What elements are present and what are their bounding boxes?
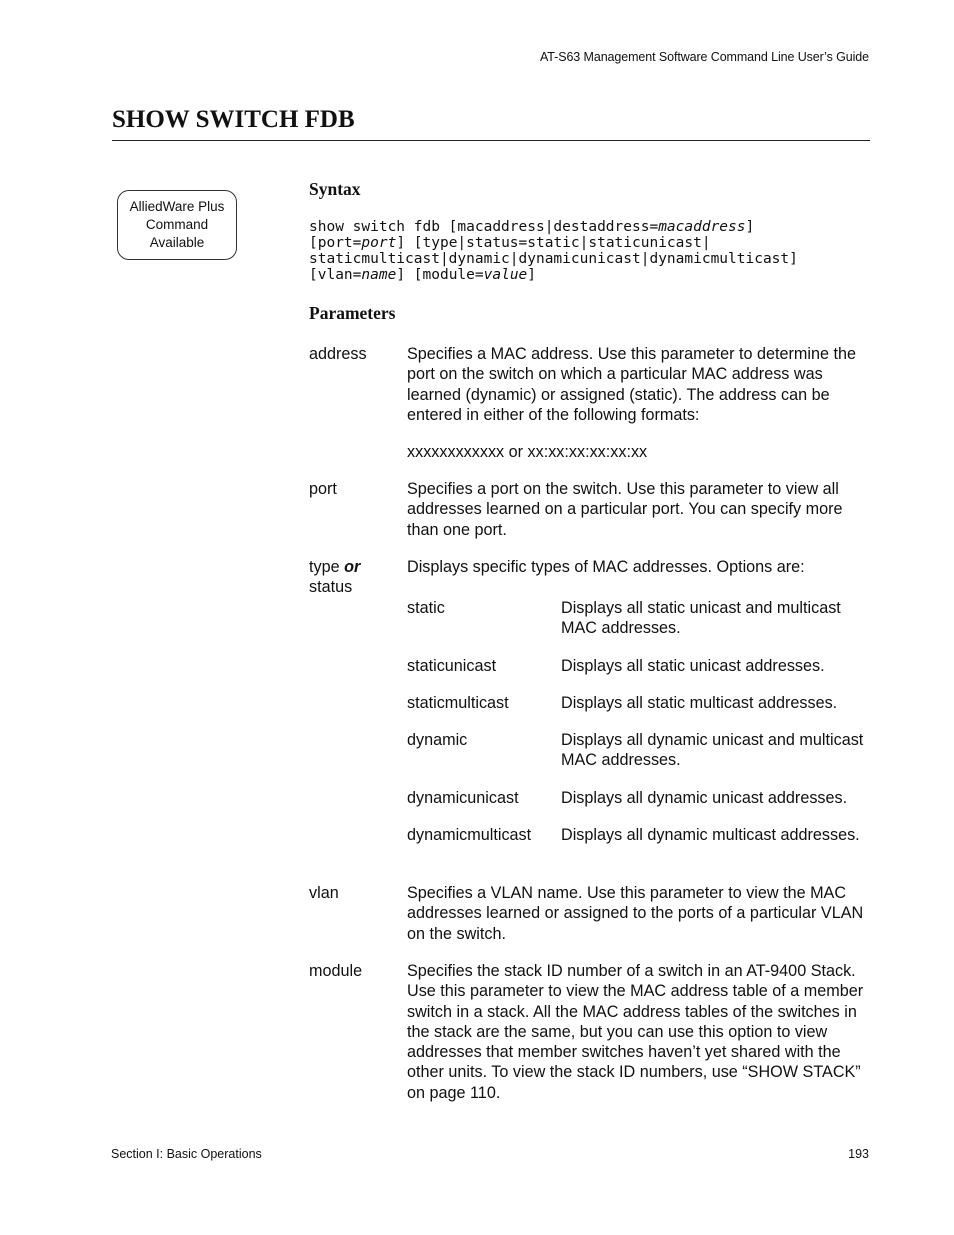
param-desc-port: Specifies a port on the switch. Use this parameter to view all addresses learned on a particular port. You can specify more than one port. [407, 480, 843, 539]
option-name: staticunicast [407, 657, 497, 675]
page-title: SHOW SWITCH FDB [112, 106, 355, 133]
param-address-formats: xxxxxxxxxxxx or xx:xx:xx:xx:xx:xx [407, 443, 648, 461]
param-term-type: type or status [309, 558, 361, 597]
param-desc-address: Specifies a MAC address. Use this parameter to determine the port on the switch on which a particular MAC address was learned (dynamic) or assigned (static). The address can be entered in either of the following formats: [407, 345, 856, 424]
footer-section: Section I: Basic Operations [111, 1147, 262, 1161]
syntax-heading: Syntax [309, 179, 361, 199]
running-header: AT-S63 Management Software Command Line User’s Guide [540, 50, 869, 64]
param-desc-vlan: Specifies a VLAN name. Use this parameter to view the MAC addresses learned or assigned to the ports of a particular VLAN on the switch. [407, 884, 864, 943]
syntax-line-4: [vlan=name] [module=value] [309, 267, 537, 283]
syntax-code [309, 219, 798, 283]
title-rule [112, 140, 870, 141]
syntax-line-3: staticmulticast|dynamic|dynamicunicast|dynamicmulticast] [309, 251, 798, 267]
badge-line-3: Available [149, 235, 205, 250]
syntax-line-1: show switch fdb [macaddress|destaddress=macaddress] [309, 219, 755, 235]
option-name: dynamic [407, 731, 468, 749]
option-name: dynamicmulticast [407, 826, 532, 844]
param-term-port: port [309, 480, 337, 498]
param-desc-module: Specifies the stack ID number of a switch in an AT-9400 Stack. Use this parameter to view the MAC address table of a member switch in a stack. All the MAC address tables of the switches in the stack are the same, but you can use this option to view addresses that member switches haven’t yet shared with the other units. To view the stack ID numbers, use “SHOW STACK” on page 110. [407, 962, 864, 1102]
option-desc: Displays all static unicast and multicast MAC addresses. [561, 599, 841, 638]
option-desc: Displays all dynamic multicast addresses. [561, 826, 860, 844]
alliedware-plus-badge [117, 190, 237, 260]
param-term-vlan: vlan [309, 884, 339, 902]
param-term-module: module [309, 962, 363, 980]
param-desc-type: Displays specific types of MAC addresses. Options are: [407, 558, 805, 576]
option-name: static [407, 599, 445, 617]
parameters-heading: Parameters [309, 303, 396, 323]
option-name: dynamicunicast [407, 789, 519, 807]
footer-page-number: 193 [848, 1147, 869, 1161]
syntax-line-2: [port=port] [type|status=static|staticunicast| [309, 235, 711, 251]
option-desc: Displays all dynamic unicast and multicast MAC addresses. [561, 731, 864, 770]
badge-line-1: AlliedWare Plus [129, 199, 225, 214]
option-desc: Displays all static unicast addresses. [561, 657, 825, 675]
param-term-address: address [309, 345, 367, 363]
option-desc: Displays all static multicast addresses. [561, 694, 838, 712]
option-name: staticmulticast [407, 694, 509, 712]
badge-line-2: Command [145, 217, 209, 232]
option-desc: Displays all dynamic unicast addresses. [561, 789, 848, 807]
